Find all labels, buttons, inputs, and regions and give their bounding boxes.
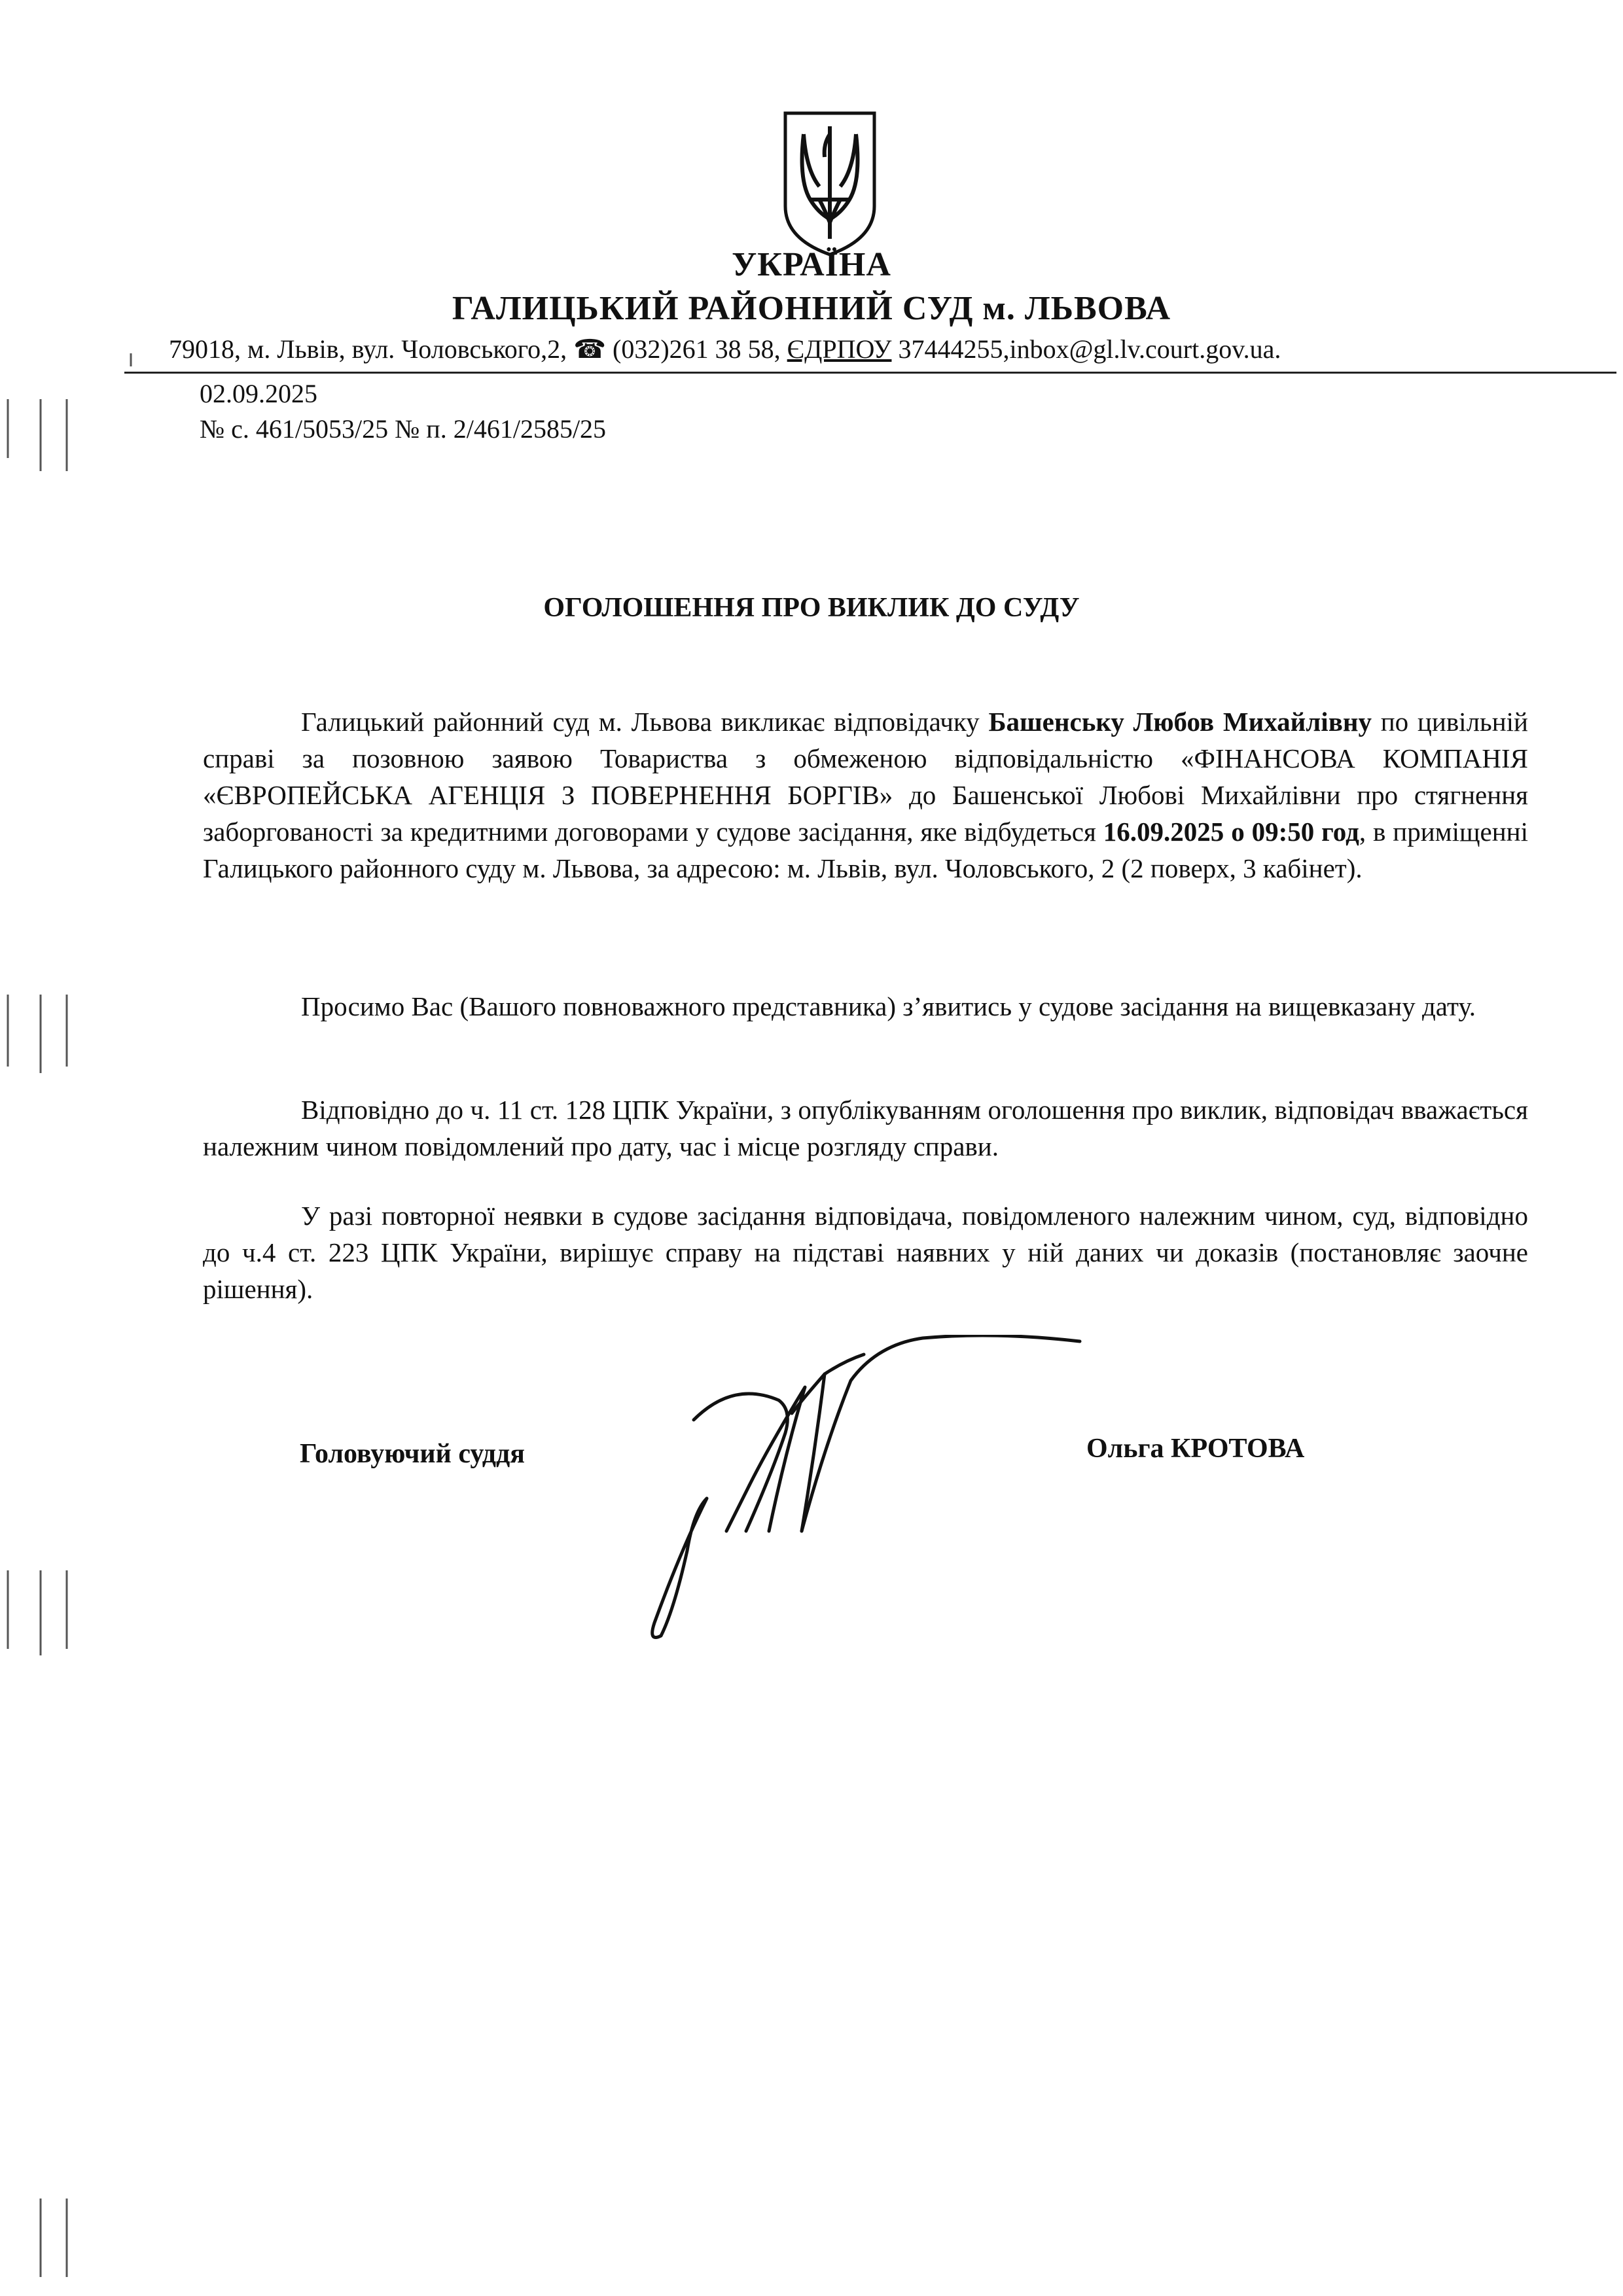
default-judgment-text: У разі повторної неявки в судове засідання відповідача, повідомленого належним чином, суд, відповідно до ч.4 ст. 223 ЦПК України, вирішує справу на підставі наявних у ній даних чи доказів (постановляє заочне рішення). <box>203 1201 1528 1304</box>
scan-edge-marks <box>0 0 170 2296</box>
judge-name: Ольга КРОТОВА <box>1086 1434 1305 1464</box>
paragraph-legal-basis <box>203 1091 1528 1165</box>
case-number: № с. 461/5053/25 № п. 2/461/2585/25 <box>200 414 607 444</box>
summons-text-c: , в приміщенні Галицького районного суду м. Львова, за адресою: м. Львів, вул. Чоловського, 2 (2 поверх, 3 кабінет). <box>203 817 1529 883</box>
hearing-datetime: 16.09.2025 о 09:50 год <box>1103 817 1359 847</box>
trident-coat-of-arms-icon <box>777 108 882 258</box>
paragraph-summons <box>203 703 1528 887</box>
handwritten-signature-icon <box>628 1335 1099 1662</box>
court-name-heading: ГАЛИЦЬКИЙ РАЙОННИЙ СУД м. ЛЬВОВА <box>452 290 1171 327</box>
country-heading: УКРАЇНА <box>732 246 891 283</box>
court-address: 79018, м. Львів, вул. Чоловського,2, <box>169 334 574 364</box>
court-contacts <box>169 334 1281 364</box>
defendant-name: Башенську Любов Михайлівну <box>988 707 1372 737</box>
phone-icon: ☎ <box>573 334 607 364</box>
summons-text-b: по цивільній справі за позовною заявою Товариства з обмеженою відповідальністю «ФІНАНСОВА КОМПАНІЯ «ЄВРОПЕЙСЬКА АГЕНЦІЯ З ПОВЕРНЕННЯ БОРГІВ» до Башенської Любові Михайлівни про стягнення заборгованості за кредитними договорами у судове засідання, яке відбудеться <box>203 707 1528 847</box>
edrpou-and-email: 37444255,inbox@gl.lv.court.gov.ua. <box>891 334 1281 364</box>
paragraph-request <box>203 988 1528 1025</box>
edrpou-label: ЄДРПОУ <box>787 334 892 364</box>
judge-title: Головуючий суддя <box>300 1439 525 1469</box>
legal-basis-text: Відповідно до ч. 11 ст. 128 ЦПК України, з опублікуванням оголошення про виклик, відповідач вважається належним чином повідомлений про дату, час і місце розгляду справи. <box>203 1095 1528 1161</box>
document-date: 02.09.2025 <box>200 379 317 408</box>
request-text: Просимо Вас (Вашого повноважного представника) з’явитись у судове засідання на вищевказану дату. <box>301 991 1476 1021</box>
document-title: ОГОЛОШЕННЯ ПРО ВИКЛИК ДО СУДУ <box>543 593 1080 623</box>
paragraph-default-judgment <box>203 1197 1528 1307</box>
summons-text-a: Галицький районний суд м. Львова викликає відповідачку <box>301 707 989 737</box>
header-divider <box>124 372 1616 374</box>
court-phone: (032)261 38 58, <box>613 334 787 364</box>
